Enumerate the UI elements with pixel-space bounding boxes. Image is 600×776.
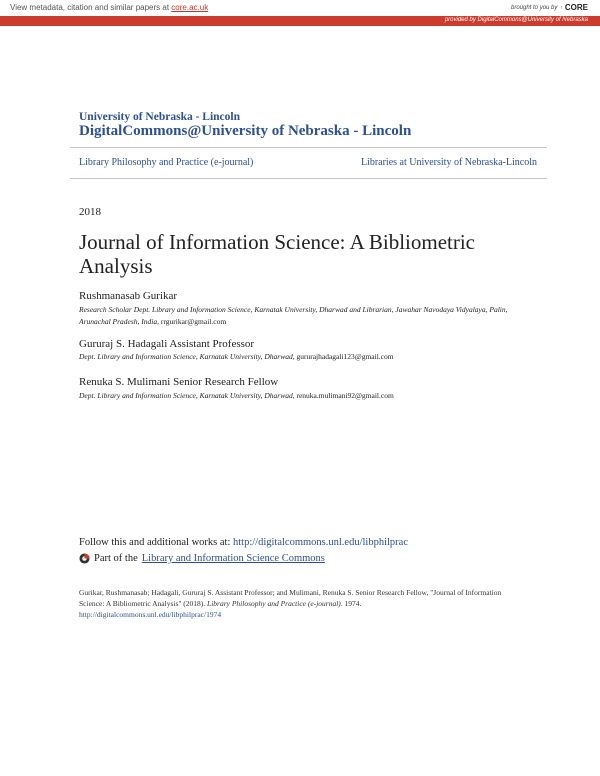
header-divider-top xyxy=(70,147,547,148)
citation-url[interactable]: http://digitalcommons.unl.edu/libphilprac/1974 xyxy=(79,610,222,619)
affiliation-text: Research Scholar Dept. Library and Information Science, Karnatak University, Dharwad and Librarian, Jawahar Navodaya Vidyalaya, Palin, Arunachal Pradesh, India, xyxy=(79,305,508,326)
publication-year: 2018 xyxy=(79,206,101,218)
follow-works xyxy=(79,537,408,548)
core-logo[interactable] xyxy=(560,3,588,12)
paper-title: Journal of Information Science: A Bibliometric Analysis xyxy=(79,230,475,278)
citation-journal: Library Philosophy and Practice (e-journal) xyxy=(207,599,341,608)
core-metadata-text: View metadata, citation and similar papers at xyxy=(10,3,170,12)
commons-link[interactable]: Library and Information Science Commons xyxy=(141,553,325,564)
author-email: renuka.mulimani92@gmail.com xyxy=(296,391,394,400)
header-divider-bottom xyxy=(70,178,547,179)
follow-link[interactable]: http://digitalcommons.unl.edu/libphilprac xyxy=(233,537,408,548)
author-affiliation xyxy=(79,351,519,363)
follow-label: Follow this and additional works at: xyxy=(79,537,231,548)
author-name: Gururaj S. Hadagali Assistant Professor xyxy=(79,338,255,350)
part-of-label: Part of the xyxy=(94,553,138,564)
institution-name[interactable]: University of Nebraska - Lincoln xyxy=(79,111,240,123)
author-email: gururajhadagali123@gmail.com xyxy=(296,352,394,361)
core-brought-by xyxy=(511,3,588,12)
provided-by-text: provided by DigitalCommons@University of Nebraska xyxy=(444,17,588,23)
recommended-citation xyxy=(79,587,519,620)
author-name: Rushmanasab Gurikar xyxy=(79,290,178,302)
citation-number: . 1974. xyxy=(340,599,362,608)
author-affiliation xyxy=(79,304,519,328)
repository-name[interactable]: DigitalCommons@University of Nebraska - Lincoln xyxy=(79,123,412,139)
journal-link[interactable]: Library Philosophy and Practice (e-journal) xyxy=(79,157,254,168)
affiliation-text: Dept. Library and Information Science, Karnatak University, Dharwad, xyxy=(79,352,295,361)
author-affiliation xyxy=(79,390,519,402)
libraries-link[interactable]: Libraries at University of Nebraska-Lincoln xyxy=(360,157,537,168)
core-logo-text: CORE xyxy=(564,3,588,12)
core-logo-arrow-icon: ↑ xyxy=(560,4,563,11)
brought-by-text: brought to you by xyxy=(511,4,558,11)
affiliation-text: Dept. Library and Information Science, Karnatak University, Dharwad, xyxy=(79,391,295,400)
provided-by-banner xyxy=(0,16,600,26)
citation-text: Gurikar, Rushmanasab; Hadagali, Gururaj S. Assistant Professor; and Mulimani, Renuka S. Senior Research Fellow, "Journal of Information Science: A Bibliometric Analysis" (2018). xyxy=(79,588,502,608)
network-commons-icon xyxy=(79,553,90,564)
author-email: rrgurikar@gmail.com xyxy=(160,317,227,326)
author-name: Renuka S. Mulimani Senior Research Fellow xyxy=(79,376,279,388)
core-metadata-note xyxy=(10,3,208,12)
core-link[interactable]: core.ac.uk xyxy=(171,3,209,12)
part-of-commons xyxy=(79,553,325,564)
core-banner xyxy=(0,0,600,14)
